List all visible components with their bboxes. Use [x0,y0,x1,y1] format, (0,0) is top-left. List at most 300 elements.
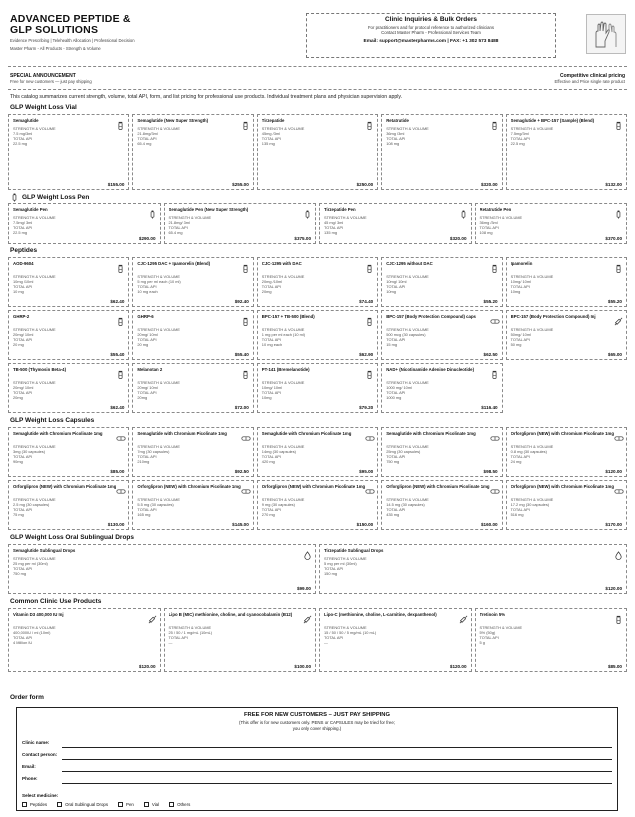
clinic-email-line: Email: support@masterpharms.com | FAX: +1 302 573 8488 [363,38,499,44]
checkbox[interactable] [22,802,27,807]
product-price: $55.20 [483,299,498,304]
product-name: BPC-157 + TB-500 (Blend) [261,314,315,319]
total-label: TOTAL API [261,136,281,141]
vial-icon [365,313,374,322]
product-name: Semaglutide Pen [13,207,48,212]
strength-label: STRENGTH & VOLUME [168,215,212,220]
total-label: TOTAL API [13,337,33,342]
clinic-inquiries-box [306,13,556,58]
product-name: TB-500 (Thymosin Beta-4) [13,367,67,372]
vial-icon [241,260,250,269]
product-name: CJC-1295 without DAC [386,261,433,266]
total-label: TOTAL API [168,225,188,230]
total-value: 90mg [13,459,23,464]
total-label: TOTAL API [13,390,33,395]
total-label: TOTAL API [13,225,33,230]
product-price: $290.00 [138,236,156,241]
vial-icon [614,117,623,126]
total-label: TOTAL API [479,635,499,640]
strength-value: 14mg (30 capsules) [261,449,296,454]
vial-icon [614,611,623,620]
strength-value: 9 mg (30 capsules) [261,502,295,507]
product-price: $320.00 [449,236,467,241]
strength-value: 45 mg/ 3ml [324,220,344,225]
total-label: TOTAL API [510,284,530,289]
product-card[interactable] [506,480,627,530]
product-price: $130.00 [107,522,125,527]
product-price: $250.00 [356,182,374,187]
product-price: $79.20 [359,405,374,410]
product-card[interactable] [8,544,316,594]
product-name: Retatrutide Pen [479,207,512,212]
product-card[interactable] [506,257,627,307]
total-label: TOTAL API [324,225,344,230]
vial-icon [116,117,125,126]
total-value: 24 mg [510,459,522,464]
total-value: 10 mg each [261,342,283,347]
checkbox[interactable] [118,802,123,807]
section-title-text: GLP Weight Loss Oral Sublingual Drops [10,534,134,541]
total-label: TOTAL API [13,507,33,512]
section-title [10,247,37,254]
order-form [16,707,618,811]
strength-value: 14.5 mg (30 capsules) [386,502,425,507]
select-medicine-label: Select medicine: [22,793,59,798]
total-label: TOTAL API [261,337,281,342]
announcement-title: SPECIAL ANNOUNCEMENT [10,73,76,79]
strength-value: 7.5mg/ 3ml [13,220,33,225]
vial-icon [241,313,250,322]
email-label: Email: [22,764,36,769]
product-price: $62.40 [110,299,125,304]
option-oral-drops[interactable]: Oral Sublingual Drops [57,802,108,807]
product-card[interactable] [506,114,627,190]
product-price: $62.40 [110,405,125,410]
strength-value: 7.5mg/3ml [510,131,529,136]
total-label: TOTAL API [137,454,157,459]
product-name: Semaglutide with Chromium Picolinate 1mg [386,431,476,436]
product-card[interactable] [8,114,129,190]
product-name: CJC-1295 with DAC [261,261,302,266]
product-card[interactable] [506,427,627,477]
product-price: $62.90 [359,352,374,357]
phone-label: Phone: [22,776,38,781]
option-peptides[interactable]: Peptides [22,802,47,807]
product-name: Tirzepatide Sublingual Drops [324,548,384,553]
total-value: 20 mg [13,342,24,347]
brand-title-line2: GLP SOLUTIONS [10,24,99,36]
pen-icon [303,206,312,215]
section-title-text: GLP Weight Loss Vial [10,104,77,111]
total-label: TOTAL API [13,566,33,571]
total-value: 10 mg [13,289,24,294]
product-price: $375.00 [294,236,311,241]
strength-label: STRENGTH & VOLUME [137,274,180,279]
product-price: $65.00 [607,352,622,357]
section-title-text: GLP Weight Loss Pen [22,194,90,201]
strength-label: STRENGTH & VOLUME [386,497,429,502]
total-label: TOTAL API [137,136,157,141]
total-value: 516 mg [510,512,524,517]
product-card[interactable] [132,257,253,307]
product-price: $55.40 [110,352,125,357]
total-value: 135 mg [324,230,337,235]
total-value: 22.5 mg [13,230,28,235]
product-name: Tretinoin 5% [479,612,506,617]
strength-value: 1000 mg/ 10ml [386,385,412,390]
product-name: Orforglipron (NEW) with Chromium Picolinate 1mg [137,484,241,489]
total-label: TOTAL API [261,390,281,395]
option-others[interactable]: Others [169,802,190,807]
product-card[interactable] [475,608,628,672]
product-card[interactable] [8,608,161,672]
pricing-title: Competitive clinical pricing [559,73,625,79]
product-name: Semaglutide with Chromium Picolinate 1mg [137,431,227,436]
vial-icon [614,260,623,269]
order-offer-subtitle-1: (This offer is for new customers only. PENS or CAPSULES may be tried for free; [238,720,395,725]
total-label: TOTAL API [510,507,530,512]
product-name: Lipo B (MIC) methionine, choline, and cyanocobalamin (B12) [168,612,293,617]
product-name: Semaglutide Sublingual Drops [13,548,76,553]
vial-icon [116,260,125,269]
product-name: Orforglipron (NEW) with Chromium Picolinate 1mg [261,484,366,489]
product-card[interactable] [257,480,378,530]
product-price: $62.50 [483,352,498,357]
section-title [10,193,89,202]
total-value: 10 mg each [137,289,158,294]
product-name: Vitamin D3 400,000 IU Inj [13,612,64,617]
strength-label: STRENGTH & VOLUME [13,625,56,630]
vial-icon [116,366,125,375]
product-card[interactable] [8,310,129,360]
vial-icon [365,260,374,269]
total-value: 20 mg [137,342,149,347]
order-form-label: Order form [10,694,44,701]
strength-value: 10mg/ 10ml [261,385,283,390]
capsule-icon [365,430,374,439]
product-card[interactable] [8,427,129,477]
total-value: 750 mg [13,571,26,576]
strength-label: STRENGTH & VOLUME [386,327,429,332]
capsule-icon [365,483,374,492]
contact-person-field[interactable] [22,752,612,760]
capsule-icon [490,313,499,322]
strength-value: 21.8mg/ 3ml [168,220,190,225]
strength-label: STRENGTH & VOLUME [13,274,56,279]
strength-value: 20mg /10ml [261,279,283,284]
total-value: 210mg [137,459,150,464]
product-name: Semaglutide with Chromium Picolinate 1mg [13,431,103,436]
product-card[interactable] [381,310,502,360]
total-label: TOTAL API [261,454,281,459]
brand-subtitle-line2: Master Pharm - All Products - Strength & Volume [10,45,101,51]
capsule-icon [241,430,250,439]
product-card[interactable] [132,114,253,190]
product-price: $72.00 [234,405,249,410]
product-card[interactable] [381,363,502,413]
section-title [10,598,101,605]
capsule-icon [490,483,499,492]
product-card[interactable] [506,310,627,360]
total-label: TOTAL API [386,390,406,395]
product-price: $155.00 [107,182,125,187]
option-pen[interactable]: Pen [118,802,134,807]
clinic-name-field[interactable] [22,740,612,748]
total-label: TOTAL API [13,136,33,141]
product-card[interactable] [132,363,253,413]
total-label: TOTAL API [137,337,157,342]
strength-value: 0.8 mg (30 capsules) [510,449,547,454]
strength-label: STRENGTH & VOLUME [13,126,56,131]
strength-label: STRENGTH & VOLUME [261,126,305,131]
total-value: 22.5 mg [510,141,525,146]
checkbox[interactable] [169,802,174,807]
strength-label: STRENGTH & VOLUME [261,497,305,502]
syringe-icon [614,313,623,322]
product-name: Semaglutide + BPC-157 (Sample) (Blend) [510,118,595,123]
vial-icon [241,117,250,126]
product-name: Melanotan 2 [137,367,163,372]
product-card[interactable] [132,310,253,360]
product-name: Semaglutide [13,118,39,123]
product-price: $132.00 [605,182,622,187]
syringe-icon [303,611,312,620]
total-value: 50 mg [510,342,522,347]
product-name: Orforglipron (NEW) with Chromium Picolinate 1mg [13,484,117,489]
strength-value: 21.8mg/3ml [137,131,158,136]
product-card[interactable] [381,114,502,190]
total-label: TOTAL API [13,635,33,640]
product-card[interactable] [319,544,627,594]
product-price: $320.00 [480,182,498,187]
medicine-options [22,802,190,807]
total-value: 10mg [386,289,396,294]
vial-icon [116,313,125,322]
product-price: $120.00 [605,469,622,474]
order-offer-subtitle-2: you only cover shipping.) [292,725,342,731]
vial-icon [490,366,499,375]
drop-icon [614,547,623,556]
product-name: BPC-157 (Body Protection Compound) caps [386,314,476,319]
product-name: CJC-1295 DAC + Ipamorelin (Blend) [137,261,211,266]
product-card[interactable] [8,257,129,307]
announcement-bar [8,68,627,88]
announcement-text: Free for new customers — just pay shipping [10,79,92,84]
drop-icon [303,547,312,556]
strength-label: STRENGTH & VOLUME [510,126,554,131]
product-card[interactable] [319,608,472,672]
product-card[interactable] [8,363,129,413]
strength-label: STRENGTH & VOLUME [510,444,554,449]
section-title-text: Peptides [10,247,38,254]
strength-label: STRENGTH & VOLUME [386,380,429,385]
capsule-icon [490,430,499,439]
clinic-title: Clinic Inquiries & Bulk Orders [384,16,478,23]
product-price: $120.00 [138,664,156,669]
strength-value: 5 mg per ml (30ml) [324,561,357,566]
strength-label: STRENGTH & VOLUME [324,556,367,561]
product-card[interactable] [132,427,253,477]
strength-label: STRENGTH & VOLUME [137,126,180,131]
strength-value: 10mg/ 10ml [386,279,407,284]
product-price: $99.00 [296,586,311,591]
total-value: 108 mg [386,141,400,146]
total-value: 435 mg [386,512,400,517]
total-label: TOTAL API [386,284,406,289]
product-name: NAD+ (Nicotinamide Adenine Dinucleotide) [386,367,475,372]
product-card[interactable] [319,203,472,244]
product-price: $95.00 [359,469,374,474]
total-value: 270 mg [261,512,275,517]
strength-value: 7.5 mg/3ml [13,131,33,136]
total-value: 420 mg [261,459,275,464]
strength-label: STRENGTH & VOLUME [510,274,554,279]
capsule-icon [116,483,125,492]
strength-label: STRENGTH & VOLUME [168,625,212,630]
total-value: 5 g [479,640,485,645]
section-title-text: Common Clinic Use Products [10,598,102,605]
product-card[interactable] [381,257,502,307]
total-label: TOTAL API [510,136,530,141]
brand-title-line1: ADVANCED PEPTIDE & [10,13,131,25]
strength-label: STRENGTH & VOLUME [261,444,305,449]
intro-text: This catalog summarizes current strength, volume, total API, form, and list pricing for professional use products. Individual treatment plans and physician supervision apply. [10,94,403,100]
total-value: 750 mg [386,459,400,464]
strength-value: 5.5 mg (30 capsules) [137,502,174,507]
product-price: $85.00 [607,664,622,669]
product-card[interactable] [257,114,378,190]
brand-block [10,14,250,51]
product-name: Tirzepatide [261,118,285,123]
strength-label: STRENGTH & VOLUME [261,274,305,279]
strength-value: 20mg/ 10ml [137,332,158,337]
product-price: $160.00 [480,522,498,527]
product-price: $85.00 [110,469,125,474]
strength-value: 7mg (30 capsules) [137,449,170,454]
product-card[interactable] [164,203,317,244]
product-name: PT-141 (Bremelanotide) [261,367,310,372]
total-label: TOTAL API [479,225,499,230]
product-card[interactable] [8,203,161,244]
vial-icon [365,117,374,126]
section-title [10,534,134,541]
vial-icon [241,366,250,375]
product-card[interactable] [8,480,129,530]
total-value: 15 mg [386,342,398,347]
product-card[interactable] [381,427,502,477]
clinic-line2: Contact Master Pharm - Professional Services Team [381,30,481,36]
strength-label: STRENGTH & VOLUME [324,625,367,630]
total-label: TOTAL API [13,454,33,459]
strength-value: 3mg (30 capsules) [13,449,46,454]
strength-value: 5% (50g) [479,630,496,635]
total-value: 22.5 mg [13,141,28,146]
total-label: TOTAL API [137,284,157,289]
option-vial[interactable]: Vial [144,802,159,807]
total-label: TOTAL API [13,284,33,289]
total-label: TOTAL API [324,566,344,571]
product-name: Tirzepatide Pen [324,207,356,212]
product-price: $92.40 [234,299,249,304]
total-label: TOTAL API [261,507,281,512]
product-name: Orforglipron (NEW) with Chromium Picolinate 1mg [510,431,614,436]
capsule-icon [614,430,623,439]
product-card[interactable] [132,480,253,530]
product-card[interactable] [257,363,378,413]
strength-label: STRENGTH & VOLUME [137,327,180,332]
header-divider [8,66,627,67]
strength-label: STRENGTH & VOLUME [13,444,56,449]
strength-label: STRENGTH & VOLUME [13,380,56,385]
syringe-icon [148,611,157,620]
strength-label: STRENGTH & VOLUME [137,444,180,449]
strength-label: STRENGTH & VOLUME [510,497,554,502]
checkbox[interactable] [144,802,149,807]
strength-value: 15 / 50 / 50 / 5 mg/mL (10 mL) [324,630,377,635]
product-price: $170.00 [605,522,622,527]
announcement-divider [8,89,627,90]
total-label: TOTAL API [386,454,406,459]
product-name: BPC-157 (Body Protection Compound) Inj [510,314,596,319]
strength-label: STRENGTH & VOLUME [324,215,367,220]
pen-icon [10,193,19,202]
total-label: TOTAL API [168,635,188,640]
strength-value: 5 mg per ml each (10 ml) [137,279,181,284]
product-card[interactable] [257,310,378,360]
phone-field[interactable] [22,776,612,784]
total-value: 150 mg [324,571,337,576]
product-card[interactable] [475,203,628,244]
product-name: Retatrutide [386,118,409,123]
product-name: Semaglutide Pen (New Super Strength) [168,207,249,212]
strength-label: STRENGTH & VOLUME [13,497,56,502]
product-name: Orforglipron (NEW) with Chromium Picolinate 1mg [510,484,614,489]
product-card[interactable] [164,608,317,672]
email-field[interactable] [22,764,612,772]
product-price: $92.50 [234,469,249,474]
section-title [10,417,94,424]
total-value: 20mg [137,395,148,400]
product-card[interactable] [257,257,378,307]
product-price: $74.40 [359,299,374,304]
strength-value: 2.5 mg (30 capsules) [13,502,50,507]
total-value: 65.4 mg [168,230,183,235]
total-value: 10mg [510,289,521,294]
total-value: 1000 mg [386,395,402,400]
product-price: $120.00 [449,664,467,669]
product-price: $145.00 [232,522,249,527]
capsule-icon [241,483,250,492]
strength-value: 25mg (30 capsules) [386,449,421,454]
product-name: GHRP-6 [137,314,154,319]
product-card[interactable] [381,480,502,530]
product-price: $98.50 [483,469,498,474]
product-card[interactable] [257,427,378,477]
total-value: — [168,640,173,645]
product-price: $55.20 [607,299,622,304]
strength-label: STRENGTH & VOLUME [479,215,523,220]
syringe-icon [459,611,468,620]
strength-label: STRENGTH & VOLUME [386,274,429,279]
checkbox[interactable] [57,802,62,807]
strength-value: 20mg/ 10ml [13,332,34,337]
strength-value: 25 mg per ml (30ml) [13,561,48,566]
total-label: TOTAL API [510,337,530,342]
total-label: TOTAL API [324,635,344,640]
product-price: $370.00 [605,236,622,241]
strength-label: STRENGTH & VOLUME [13,327,56,332]
strength-label: STRENGTH & VOLUME [13,556,56,561]
